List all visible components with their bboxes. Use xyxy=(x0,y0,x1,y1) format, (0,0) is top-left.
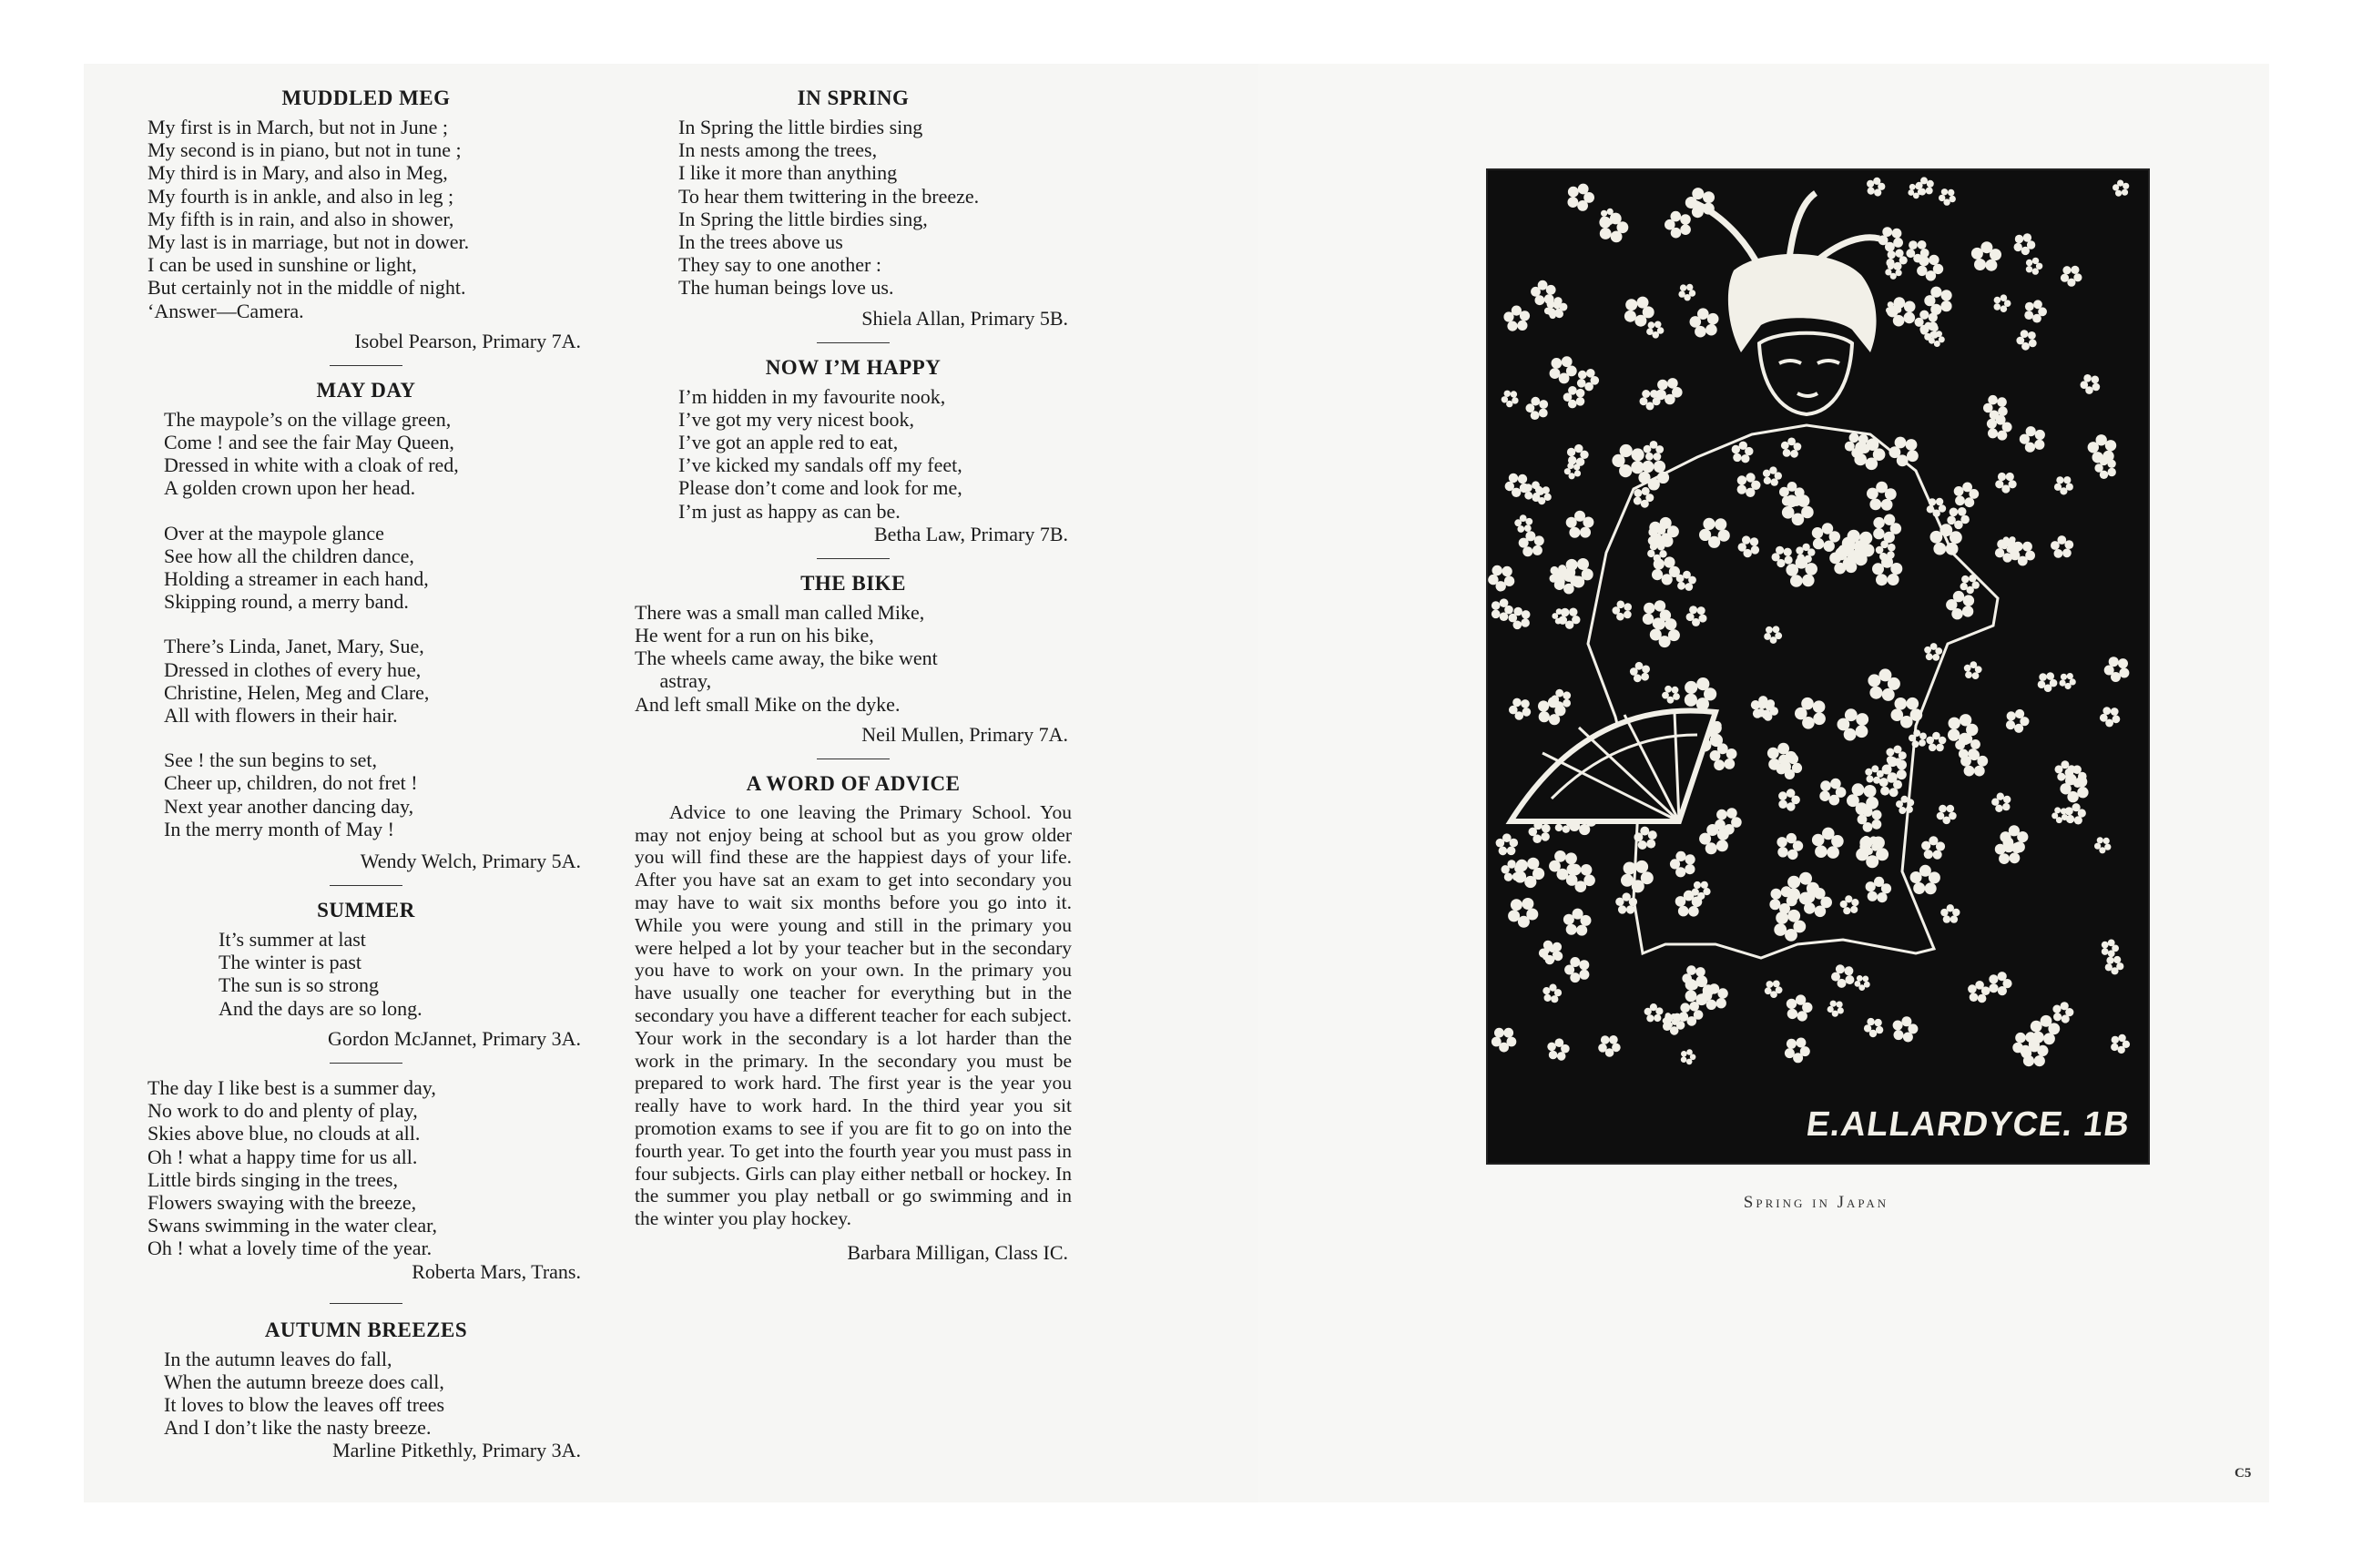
poem-line: The day I like best is a summer day, xyxy=(148,1075,436,1099)
blossom xyxy=(2038,672,2058,692)
blossom xyxy=(1678,284,1695,301)
poem-line: It’s summer at last xyxy=(219,928,366,952)
blossom xyxy=(1878,227,1903,251)
blossom xyxy=(1665,211,1691,239)
poem-line: And the days are so long. xyxy=(219,996,423,1020)
poem-may-day xyxy=(148,379,585,872)
blossom xyxy=(1765,981,1783,999)
blossom xyxy=(2094,837,2111,853)
blossom xyxy=(2105,956,2124,975)
linocut-print-spring-in-japan xyxy=(1486,168,2150,1165)
poem-author: Marline Pitkethly, Primary 3A. xyxy=(332,1439,581,1462)
poem-line: Skies above blue, no clouds at all. xyxy=(148,1122,421,1145)
poem-line: Oh ! what a happy time for us all. xyxy=(148,1145,418,1168)
blossom xyxy=(1994,294,2011,312)
blossom xyxy=(1893,1016,1919,1042)
divider xyxy=(330,885,402,886)
blossom xyxy=(2065,803,2086,824)
blossom xyxy=(2061,266,2082,287)
poem-line: Dressed in clothes of every hue, xyxy=(164,657,422,681)
poem-line: I’ve got my very nicest book, xyxy=(678,407,915,431)
blossom xyxy=(1514,858,1544,888)
poem-author: Betha Law, Primary 7B. xyxy=(873,522,1068,545)
blossom xyxy=(1502,391,1519,408)
blossom xyxy=(1885,263,1901,280)
blossom xyxy=(1920,322,1939,341)
essay-title: A WORD OF ADVICE xyxy=(746,771,961,795)
blossom xyxy=(2113,180,2129,197)
left-column xyxy=(148,87,585,1461)
linocut-artwork xyxy=(1488,170,2148,1163)
poem-line: I’m just as happy as can be. xyxy=(678,499,901,523)
blossom xyxy=(1989,972,2011,995)
poem-line: Christine, Helen, Meg and Clare, xyxy=(164,680,430,704)
poem-line: astray, xyxy=(635,669,712,693)
blossom xyxy=(2026,258,2043,275)
blossom xyxy=(1496,833,1519,855)
blossom xyxy=(1568,184,1595,211)
artist-signature: E.ALLARDYCE. 1B xyxy=(1804,1105,2133,1144)
blossom xyxy=(1564,957,1589,983)
poem-line: And I don’t like the nasty breeze. xyxy=(164,1416,432,1440)
poem-line: ‘Answer—Camera. xyxy=(148,299,304,322)
blossom xyxy=(1867,178,1885,197)
poem-line: Come ! and see the fair May Queen, xyxy=(164,431,454,454)
blossom xyxy=(1577,369,1599,391)
figure-caption: Spring in Japan xyxy=(1743,1193,1889,1212)
blossom xyxy=(2088,434,2117,463)
blossom xyxy=(1690,308,1719,337)
poem-line: It loves to blow the leaves off trees xyxy=(164,1392,445,1416)
poem-now-im-happy xyxy=(635,356,1072,545)
blossom xyxy=(2051,535,2073,558)
blossom xyxy=(1563,386,1585,408)
poem-line: But certainly not in the middle of night. xyxy=(148,276,466,300)
poem-line: Over at the maypole glance xyxy=(164,521,384,545)
poem-line: In nests among the trees, xyxy=(678,138,878,162)
poem-line: I’m hidden in my favourite nook, xyxy=(678,384,946,408)
poem-the-bike xyxy=(635,572,1072,746)
blossom xyxy=(1954,483,1980,508)
blossom xyxy=(1964,661,1982,679)
blossom xyxy=(1492,1028,1516,1053)
poem-title: THE BIKE xyxy=(800,571,906,595)
blossom xyxy=(1987,415,2012,441)
blossom xyxy=(1509,698,1531,720)
blossom xyxy=(2111,1034,2130,1054)
blossom xyxy=(1531,280,1556,305)
poem-author: Neil Mullen, Primary 7A. xyxy=(861,722,1068,746)
blossom xyxy=(1917,255,1943,281)
face xyxy=(1759,333,1852,414)
blossom xyxy=(1855,975,1870,991)
poem-author: Isobel Pearson, Primary 7A. xyxy=(354,329,581,352)
blossom xyxy=(1640,390,1661,410)
poem-line: Oh ! what a lovely time of the year. xyxy=(148,1237,433,1260)
blossom xyxy=(1929,331,1945,347)
blossom xyxy=(1612,444,1644,477)
poem-author: Wendy Welch, Primary 5A. xyxy=(360,850,581,873)
blossom xyxy=(1566,511,1594,538)
blossom xyxy=(1526,397,1549,420)
blossom xyxy=(2011,542,2035,566)
poem-line: I’ve kicked my sandals off my feet, xyxy=(678,453,962,477)
blossom xyxy=(1785,1038,1810,1064)
poem-autumn-breezes xyxy=(148,1319,585,1462)
poem-line: When the autumn breeze does call, xyxy=(164,1369,444,1393)
blossom xyxy=(2052,1002,2073,1023)
blossom xyxy=(1508,898,1538,928)
poem-line: My fourth is in ankle, and also in leg ; xyxy=(148,184,454,208)
blossom xyxy=(1921,836,1945,860)
poem-line: My last is in marriage, but not in dower. xyxy=(148,230,470,254)
poem-line: Cheer up, children, do not fret ! xyxy=(164,771,418,795)
blossom xyxy=(2102,940,2119,958)
blossom xyxy=(1939,188,1956,206)
poem-line: There was a small man called Mike, xyxy=(635,600,925,624)
blossom xyxy=(2020,426,2045,453)
blossom xyxy=(1563,909,1592,936)
blossom xyxy=(1503,306,1530,331)
blossom xyxy=(1644,1003,1664,1022)
blossom xyxy=(1910,865,1940,895)
poem-author: Gordon McJannet, Primary 3A. xyxy=(327,1026,581,1050)
poem-line: I can be used in sunshine or light, xyxy=(148,253,417,277)
blossom xyxy=(1831,964,1854,988)
poem-line: Little birds singing in the trees, xyxy=(148,1167,398,1191)
poem-title: NOW I’M HAPPY xyxy=(765,355,942,379)
blossom xyxy=(1681,1049,1696,1064)
poem-line: Skipping round, a merry band. xyxy=(164,590,409,614)
poem-line: The wheels came away, the bike went xyxy=(635,647,938,670)
poem-author: Roberta Mars, Trans. xyxy=(412,1259,581,1283)
blossom xyxy=(1864,1018,1883,1037)
essay-body: Advice to one leaving the Primary School. You may not enjoy being at school but as you grow older you will find these are the happiest days of your life. After you have sat an exam to get into secondary you may have to wait six months before you go into it. While you were young and still in the primary you were helped a lot by your teacher but in the secondary you have to work on your own. In the primary you have usually one teacher for everything but in the secondary you have a different teacher for each subject. Your work in the secondary is a lot harder than the work in the primary. In the secondary you must be prepared to work hard. The first year is the year you really have to work hard. In the third year you sit promotion exams to see if you are fit to go on into the fourth year. To get into the fourth year you must pass in four subjects. Girls can play either netball or hockey. In the summer you play netball or go swimming and in the winter you play hockey. xyxy=(635,800,1072,1230)
poem-line: Swans swimming in the water clear, xyxy=(148,1214,438,1237)
blossom xyxy=(1547,1038,1569,1060)
poem-title: MAY DAY xyxy=(316,378,416,402)
divider xyxy=(330,1303,402,1304)
blossom xyxy=(1538,697,1566,725)
blossom xyxy=(1968,981,1990,1003)
poem-line: I like it more than anything xyxy=(678,161,898,185)
poem-line: I’ve got an apple red to eat, xyxy=(678,431,899,454)
poem-line: A golden crown upon her head. xyxy=(164,476,416,500)
poem-line: The human beings love us. xyxy=(678,276,894,300)
blossom xyxy=(2016,330,2036,351)
poem-title: SUMMER xyxy=(317,899,415,922)
poem-line: There’s Linda, Janet, Mary, Sue, xyxy=(164,635,424,658)
blossom xyxy=(1995,473,2017,494)
left-page xyxy=(84,64,1258,1502)
blossom xyxy=(1644,441,1665,461)
poem-line: My first is in March, but not in June ; xyxy=(148,116,448,138)
blossom xyxy=(1519,531,1544,556)
poem-line: In the autumn leaves do fall, xyxy=(164,1347,392,1370)
blossom xyxy=(2014,233,2036,255)
blossom xyxy=(2054,476,2073,494)
essay-author: Barbara Milligan, Class IC. xyxy=(847,1241,1068,1264)
blossom xyxy=(1926,732,1946,751)
poem-line: The sun is so strong xyxy=(219,973,379,997)
poem-summer-day xyxy=(148,1076,585,1283)
poem-title: MUDDLED MEG xyxy=(281,87,451,109)
poem-line: My fifth is in rain, and also in shower, xyxy=(148,207,454,230)
poem-summer xyxy=(148,899,585,1050)
divider xyxy=(817,342,890,343)
divider xyxy=(330,1063,402,1064)
poem-line: Dressed in white with a cloak of red, xyxy=(164,453,459,477)
poem-line: In the trees above us xyxy=(678,230,843,254)
blossom xyxy=(1940,904,1960,923)
blossom xyxy=(1542,984,1562,1003)
poem-author: Shiela Allan, Primary 5B. xyxy=(861,306,1068,330)
blossom xyxy=(1937,805,1957,824)
poem-title: AUTUMN BREEZES xyxy=(264,1318,468,1341)
poem-line: In the merry month of May ! xyxy=(164,817,394,840)
blossom xyxy=(2100,707,2120,727)
poem-line: He went for a run on his bike, xyxy=(635,624,874,647)
poem-line: The winter is past xyxy=(219,951,362,974)
right-page xyxy=(1258,64,2269,1502)
poem-line: Next year another dancing day, xyxy=(164,794,414,818)
poem-line: To hear them twittering in the breeze. xyxy=(678,184,980,208)
blossom xyxy=(1550,356,1577,383)
blossom xyxy=(2081,374,2101,394)
poem-line: Holding a streamer in each hand, xyxy=(164,567,429,591)
poem-line: My second is in piano, but not in tune ; xyxy=(148,138,462,162)
blossom xyxy=(1827,1001,1844,1017)
fan xyxy=(1511,711,1716,822)
divider xyxy=(817,558,890,559)
blossom xyxy=(2024,300,2047,322)
blossom xyxy=(1787,994,1813,1021)
blossom xyxy=(1971,241,2001,271)
poem-in-spring xyxy=(635,87,1072,330)
poem-title: IN SPRING xyxy=(797,87,910,109)
poem-line: See ! the sun begins to set, xyxy=(164,748,378,772)
poem-line: Flowers swaying with the breeze, xyxy=(148,1190,417,1214)
blossom xyxy=(1488,565,1514,592)
poem-line: And left small Mike on the dyke. xyxy=(635,692,901,716)
poem-muddled-meg xyxy=(148,87,585,352)
page-number: C5 xyxy=(2235,1466,2252,1481)
poem-line: The maypole’s on the village green, xyxy=(164,407,452,431)
blossom xyxy=(1924,287,1951,315)
blossom xyxy=(1598,1035,1621,1057)
blossom xyxy=(1567,444,1589,466)
poem-line: Please don’t come and look for me, xyxy=(678,476,962,500)
divider xyxy=(330,365,402,366)
poem-line: They say to one another : xyxy=(678,253,881,277)
poem-line: My third is in Mary, and also in Meg, xyxy=(148,161,448,185)
poem-line: All with flowers in their hair. xyxy=(164,704,398,728)
blossom xyxy=(2060,673,2076,689)
poem-line: In Spring the little birdies sing xyxy=(678,116,923,138)
blossom xyxy=(1529,821,1551,844)
blossom xyxy=(1646,321,1664,339)
blossom xyxy=(1514,514,1532,533)
poem-line: See how all the children dance, xyxy=(164,544,414,567)
right-column xyxy=(635,87,1072,1264)
blossom xyxy=(2104,657,2130,682)
poem-line: No work to do and plenty of play, xyxy=(148,1099,418,1123)
essay-word-of-advice xyxy=(635,772,1072,1264)
blossom xyxy=(1991,793,2011,813)
blossom xyxy=(2006,709,2030,733)
poem-line: In Spring the little birdies sing, xyxy=(678,207,928,230)
